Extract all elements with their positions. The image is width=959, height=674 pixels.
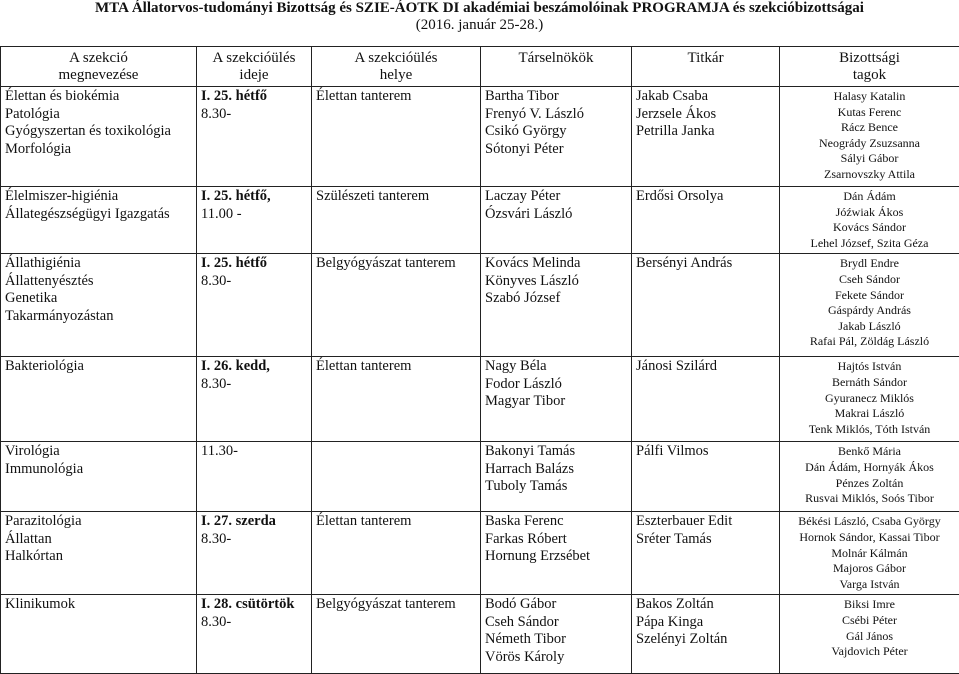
members-cell: Halasy Katalin Kutas Ferenc Rácz Bence Neogrády Zsuzsanna Sályi Gábor Zsarnovszky Attila bbox=[780, 87, 959, 187]
chairs-cell: Baska Ferenc Farkas Róbert Hornung Erzsébet bbox=[481, 512, 632, 595]
time-cell: I. 26. kedd, 8.30- bbox=[197, 357, 312, 442]
header-place: A szekcióülés helye bbox=[312, 47, 481, 87]
secretary-cell: Eszterbauer Edit Sréter Tamás bbox=[632, 512, 780, 595]
program-table bbox=[0, 46, 959, 674]
title-line-1: MTA Állatorvos-tudományi Bizottság és SZIE-ÁOTK DI akadémiai beszámolóinak PROGRAMJA és szekcióbizottságai bbox=[95, 0, 864, 16]
members-cell: Benkő Mária Dán Ádám, Hornyák Ákos Pénzes Zoltán Rusvai Miklós, Soós Tibor bbox=[780, 442, 959, 512]
place-cell: Belgyógyászat tanterem bbox=[312, 595, 481, 674]
header-committee: Bizottsági tagok bbox=[780, 47, 959, 87]
title-line-2: (2016. január 25-28.) bbox=[416, 17, 543, 33]
chairs-cell: Nagy Béla Fodor László Magyar Tibor bbox=[481, 357, 632, 442]
secretary-cell: Bakos Zoltán Pápa Kinga Szelényi Zoltán bbox=[632, 595, 780, 674]
section-cell: Bakteriológia bbox=[1, 357, 197, 442]
table-row bbox=[1, 595, 959, 674]
time-cell: I. 25. hétfő, 11.00 - bbox=[197, 187, 312, 254]
place-cell: Élettan tanterem bbox=[312, 357, 481, 442]
table-row bbox=[1, 187, 959, 254]
time-cell: I. 25. hétfő 8.30- bbox=[197, 87, 312, 187]
document-title bbox=[0, 0, 959, 34]
secretary-cell: Jakab Csaba Jerzsele Ákos Petrilla Janka bbox=[632, 87, 780, 187]
table-row bbox=[1, 357, 959, 442]
section-cell: Parazitológia Állattan Halkórtan bbox=[1, 512, 197, 595]
members-cell: Békési László, Csaba György Hornok Sándor, Kassai Tibor Molnár Kálmán Majoros Gábor Varga István bbox=[780, 512, 959, 595]
time-cell: 11.30- bbox=[197, 442, 312, 512]
header-section: A szekció megnevezése bbox=[1, 47, 197, 87]
time-cell: I. 27. szerda 8.30- bbox=[197, 512, 312, 595]
header-time: A szekcióülés ideje bbox=[197, 47, 312, 87]
secretary-cell: Bersényi András bbox=[632, 254, 780, 357]
place-cell: Szülészeti tanterem bbox=[312, 187, 481, 254]
members-cell: Hajtós István Bernáth Sándor Gyuranecz Miklós Makrai László Tenk Miklós, Tóth István bbox=[780, 357, 959, 442]
place-cell: Élettan tanterem bbox=[312, 87, 481, 187]
table-row bbox=[1, 512, 959, 595]
section-cell: Élettan és biokémia Patológia Gyógyszertan és toxikológia Morfológia bbox=[1, 87, 197, 187]
header-chairs: Társelnökök bbox=[481, 47, 632, 87]
members-cell: Biksi Imre Csébi Péter Gál János Vajdovich Péter bbox=[780, 595, 959, 674]
chairs-cell: Bodó Gábor Cseh Sándor Németh Tibor Vörös Károly bbox=[481, 595, 632, 674]
section-cell: Élelmiszer-higiénia Állategészségügyi Igazgatás bbox=[1, 187, 197, 254]
place-cell: Belgyógyászat tanterem bbox=[312, 254, 481, 357]
section-cell: Klinikumok bbox=[1, 595, 197, 674]
place-cell: Élettan tanterem bbox=[312, 512, 481, 595]
members-cell: Dán Ádám Jóźwiak Ákos Kovács Sándor Lehel József, Szita Géza bbox=[780, 187, 959, 254]
place-cell bbox=[312, 442, 481, 512]
secretary-cell: Pálfi Vilmos bbox=[632, 442, 780, 512]
header-secretary: Titkár bbox=[632, 47, 780, 87]
section-cell: Állathigiénia Állattenyésztés Genetika Takarmányozástan bbox=[1, 254, 197, 357]
chairs-cell: Bakonyi Tamás Harrach Balázs Tuboly Tamás bbox=[481, 442, 632, 512]
secretary-cell: Jánosi Szilárd bbox=[632, 357, 780, 442]
secretary-cell: Erdősi Orsolya bbox=[632, 187, 780, 254]
table-row bbox=[1, 442, 959, 512]
table-row bbox=[1, 87, 959, 187]
table-row bbox=[1, 254, 959, 357]
members-cell: Brydl Endre Cseh Sándor Fekete Sándor Gáspárdy András Jakab László Rafai Pál, Zöldág László bbox=[780, 254, 959, 357]
section-cell: Virológia Immunológia bbox=[1, 442, 197, 512]
chairs-cell: Kovács Melinda Könyves László Szabó József bbox=[481, 254, 632, 357]
chairs-cell: Bartha Tibor Frenyó V. László Csikó György Sótonyi Péter bbox=[481, 87, 632, 187]
time-cell: I. 28. csütörtök 8.30- bbox=[197, 595, 312, 674]
chairs-cell: Laczay Péter Ózsvári László bbox=[481, 187, 632, 254]
time-cell: I. 25. hétfő 8.30- bbox=[197, 254, 312, 357]
header-row bbox=[1, 47, 959, 87]
